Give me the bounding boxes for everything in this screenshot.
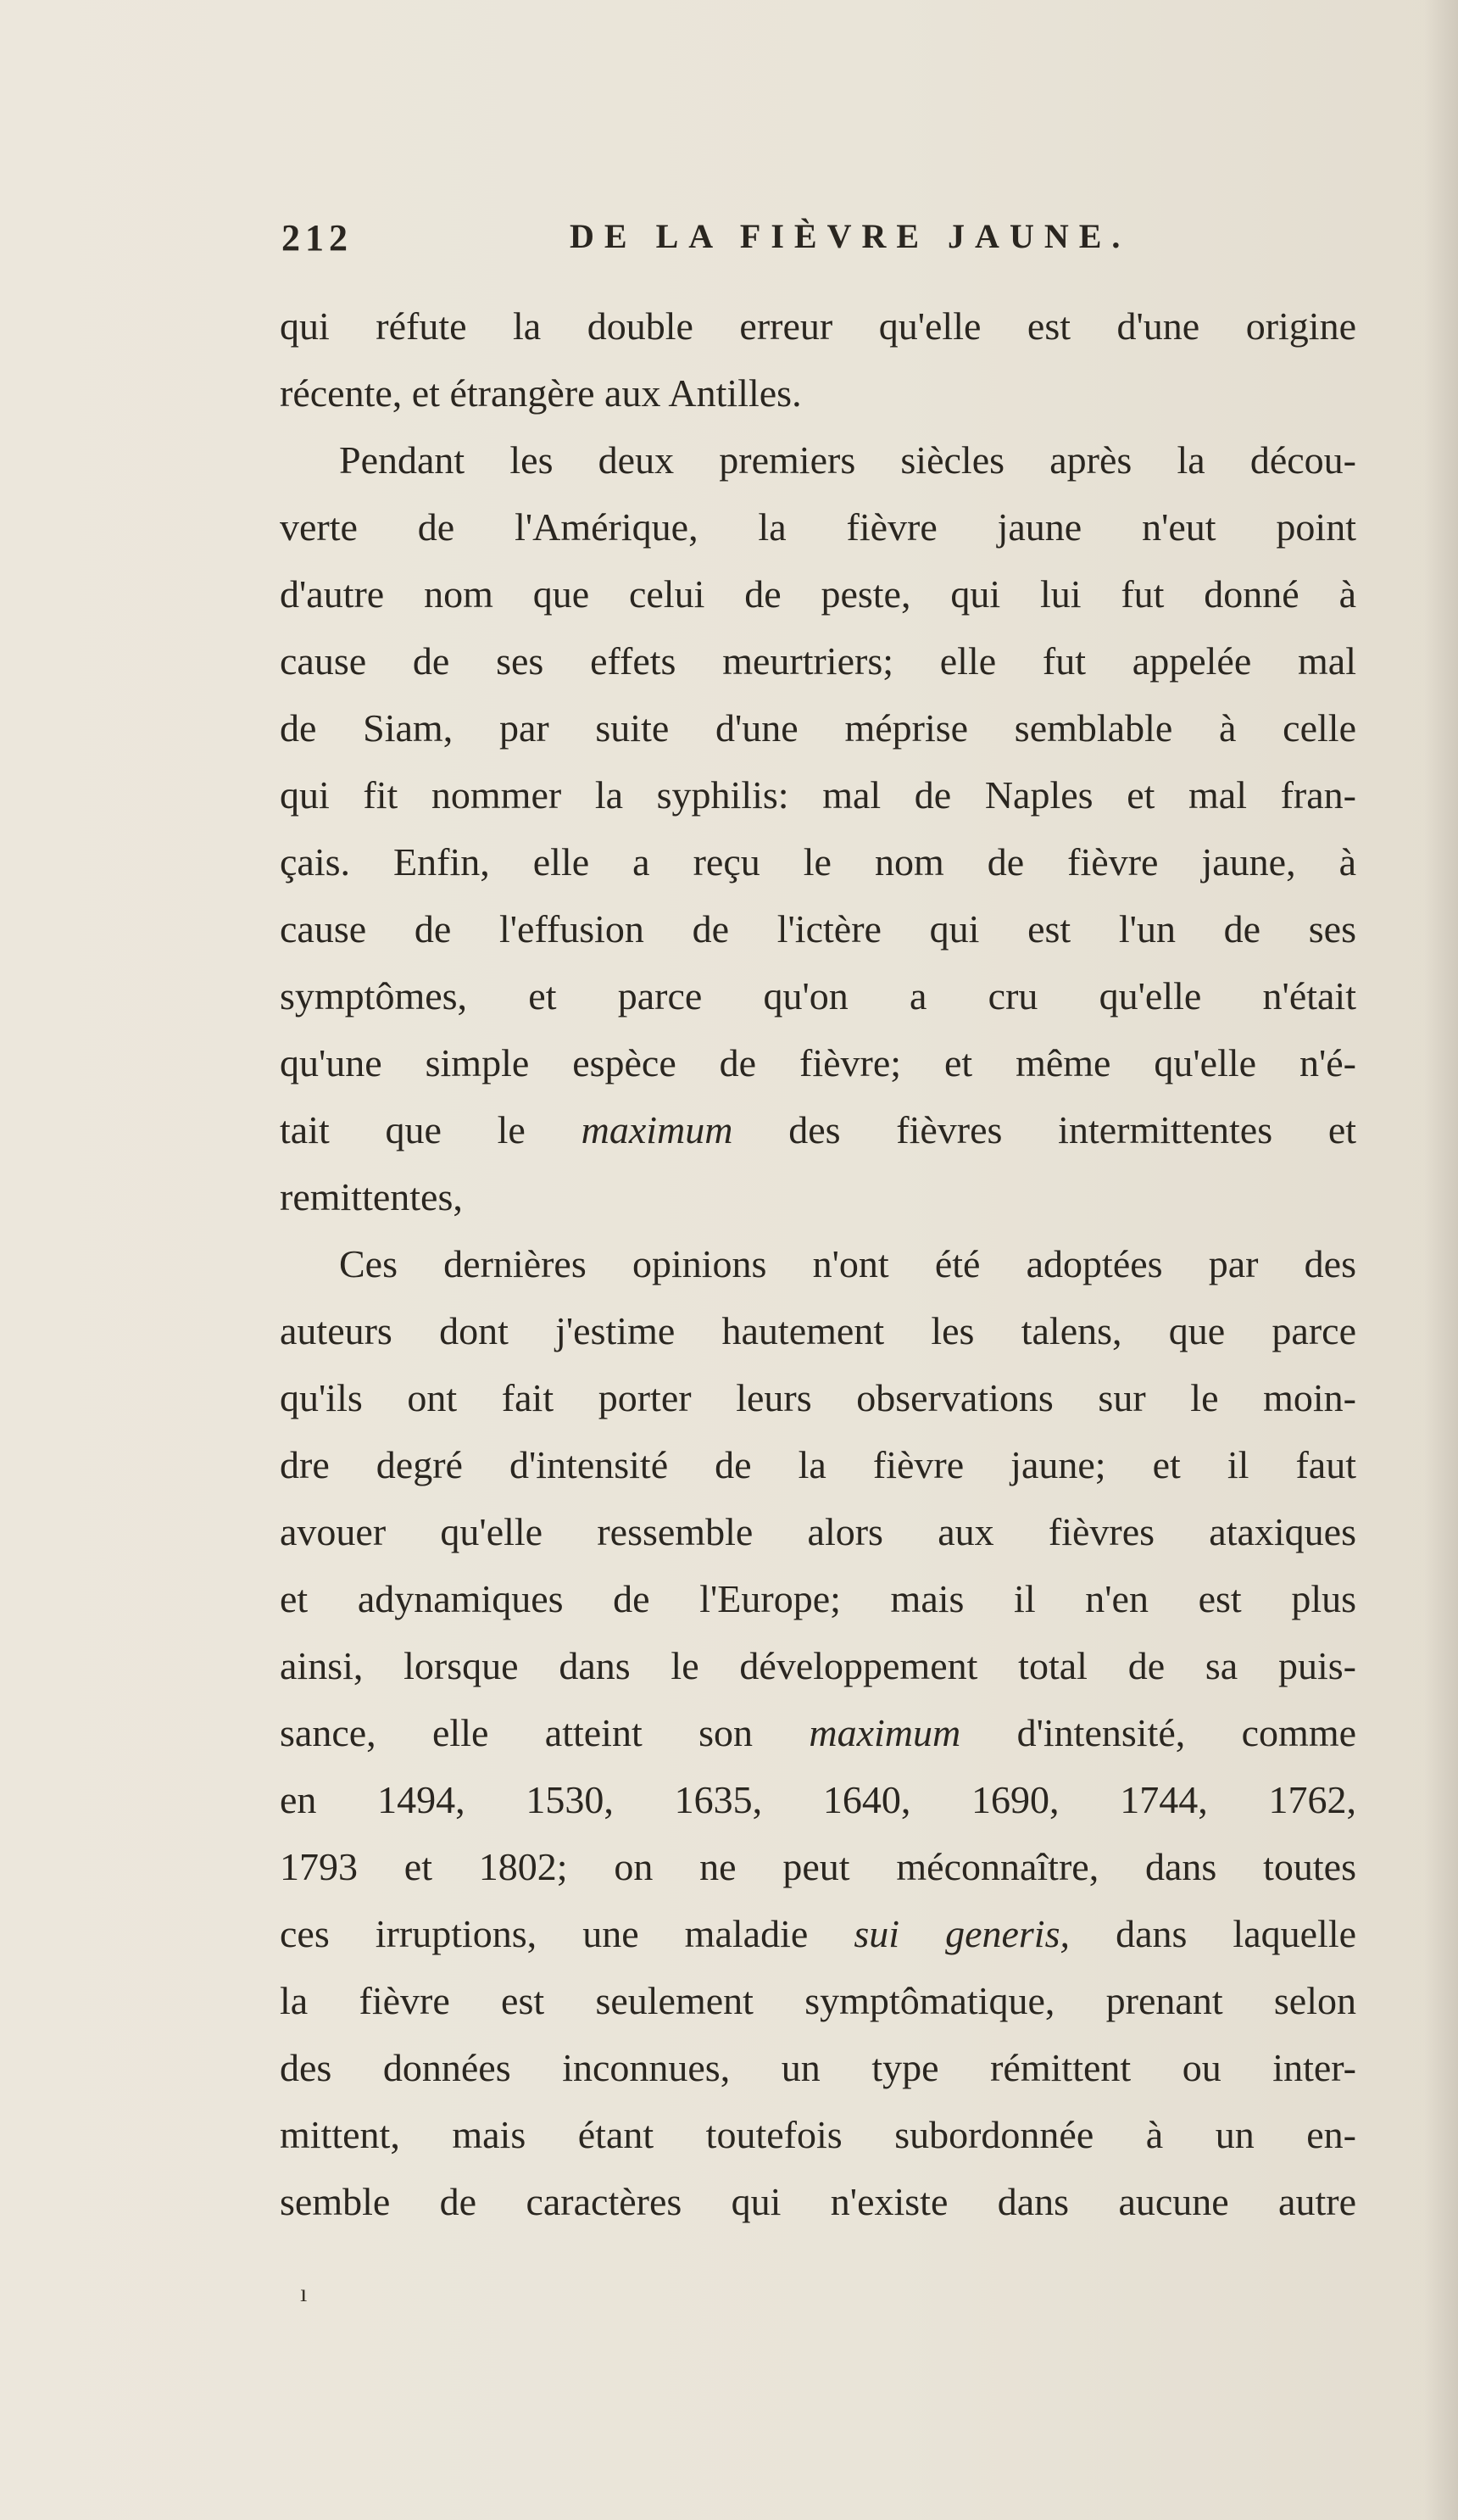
text-line: en 1494, 1530, 1635, 1640, 1690, 1744, 1762, bbox=[280, 1778, 1356, 1821]
text-line: de Siam, par suite d'une méprise semblable à celle bbox=[280, 706, 1356, 750]
text-line: Ces dernières opinions n'ont été adoptées par des bbox=[339, 1242, 1356, 1285]
text-segment: des fièvres intermittentes et bbox=[788, 1108, 1356, 1151]
text-segment: d'intensité, comme bbox=[1016, 1711, 1356, 1754]
text-line-with-italic bbox=[280, 1900, 1356, 1967]
text-line-with-italic bbox=[280, 1699, 1356, 1766]
text-segment: ces irruptions, une maladie bbox=[280, 1912, 809, 1955]
text-line: et adynamiques de l'Europe; mais il n'en est plus bbox=[280, 1577, 1356, 1620]
body-text bbox=[280, 293, 1356, 2235]
text-line: qui réfute la double erreur qu'elle est d'une origine bbox=[280, 304, 1356, 348]
text-line: dre degré d'intensité de la fièvre jaune; et il faut bbox=[280, 1443, 1356, 1486]
text-segment: sance, elle atteint son bbox=[280, 1711, 753, 1754]
text-line: la fièvre est seulement symptômatique, prenant selon bbox=[280, 1979, 1356, 2022]
page-edge-shadow bbox=[1424, 0, 1458, 2520]
text-line: qu'une simple espèce de fièvre; et même qu'elle n'é- bbox=[280, 1041, 1356, 1084]
text-segment: tait que le bbox=[280, 1108, 526, 1151]
text-line: récente, et étrangère aux Antilles. bbox=[280, 371, 802, 415]
italic-term-maximum: maximum bbox=[581, 1108, 733, 1151]
text-line-with-italic bbox=[280, 1096, 1356, 1163]
text-line: cause de ses effets meurtriers; elle fut appelée mal bbox=[280, 639, 1356, 683]
text-line: auteurs dont j'estime hautement les talens, que parce bbox=[280, 1309, 1356, 1352]
text-line: symptômes, et parce qu'on a cru qu'elle n'était bbox=[280, 974, 1356, 1017]
text-line: qu'ils ont fait porter leurs observations sur le moin- bbox=[280, 1376, 1356, 1419]
italic-term-maximum: maximum bbox=[809, 1711, 961, 1754]
text-line: mittent, mais étant toutefois subordonnée à un en- bbox=[280, 2113, 1356, 2156]
text-line: verte de l'Amérique, la fièvre jaune n'eut point bbox=[280, 505, 1356, 549]
text-line: semble de caractères qui n'existe dans aucune autre bbox=[280, 2180, 1356, 2223]
text-line: cause de l'effusion de l'ictère qui est l'un de ses bbox=[280, 907, 1356, 951]
text-line: 1793 et 1802; on ne peut méconnaître, dans toutes bbox=[280, 1845, 1356, 1888]
text-line: ainsi, lorsque dans le développement total de sa puis- bbox=[280, 1644, 1356, 1687]
ink-speck: ı bbox=[300, 2279, 308, 2307]
page-number: 212 bbox=[281, 217, 353, 259]
text-line: qui fit nommer la syphilis: mal de Naples et mal fran- bbox=[280, 773, 1356, 817]
text-line: avouer qu'elle ressemble alors aux fièvres ataxiques bbox=[280, 1510, 1356, 1553]
text-line: Pendant les deux premiers siècles après la décou- bbox=[339, 438, 1356, 482]
italic-term-sui-generis: sui generis, bbox=[854, 1912, 1070, 1955]
running-title: DE LA FIÈVRE JAUNE. bbox=[570, 217, 1131, 255]
text-segment: dans laquelle bbox=[1116, 1912, 1356, 1955]
running-head bbox=[281, 216, 1358, 267]
text-line: çais. Enfin, elle a reçu le nom de fièvre jaune, à bbox=[280, 840, 1356, 884]
text-line: des données inconnues, un type rémittent ou inter- bbox=[280, 2046, 1356, 2089]
text-line: remittentes, bbox=[280, 1175, 463, 1218]
text-line: d'autre nom que celui de peste, qui lui fut donné à bbox=[280, 572, 1356, 616]
